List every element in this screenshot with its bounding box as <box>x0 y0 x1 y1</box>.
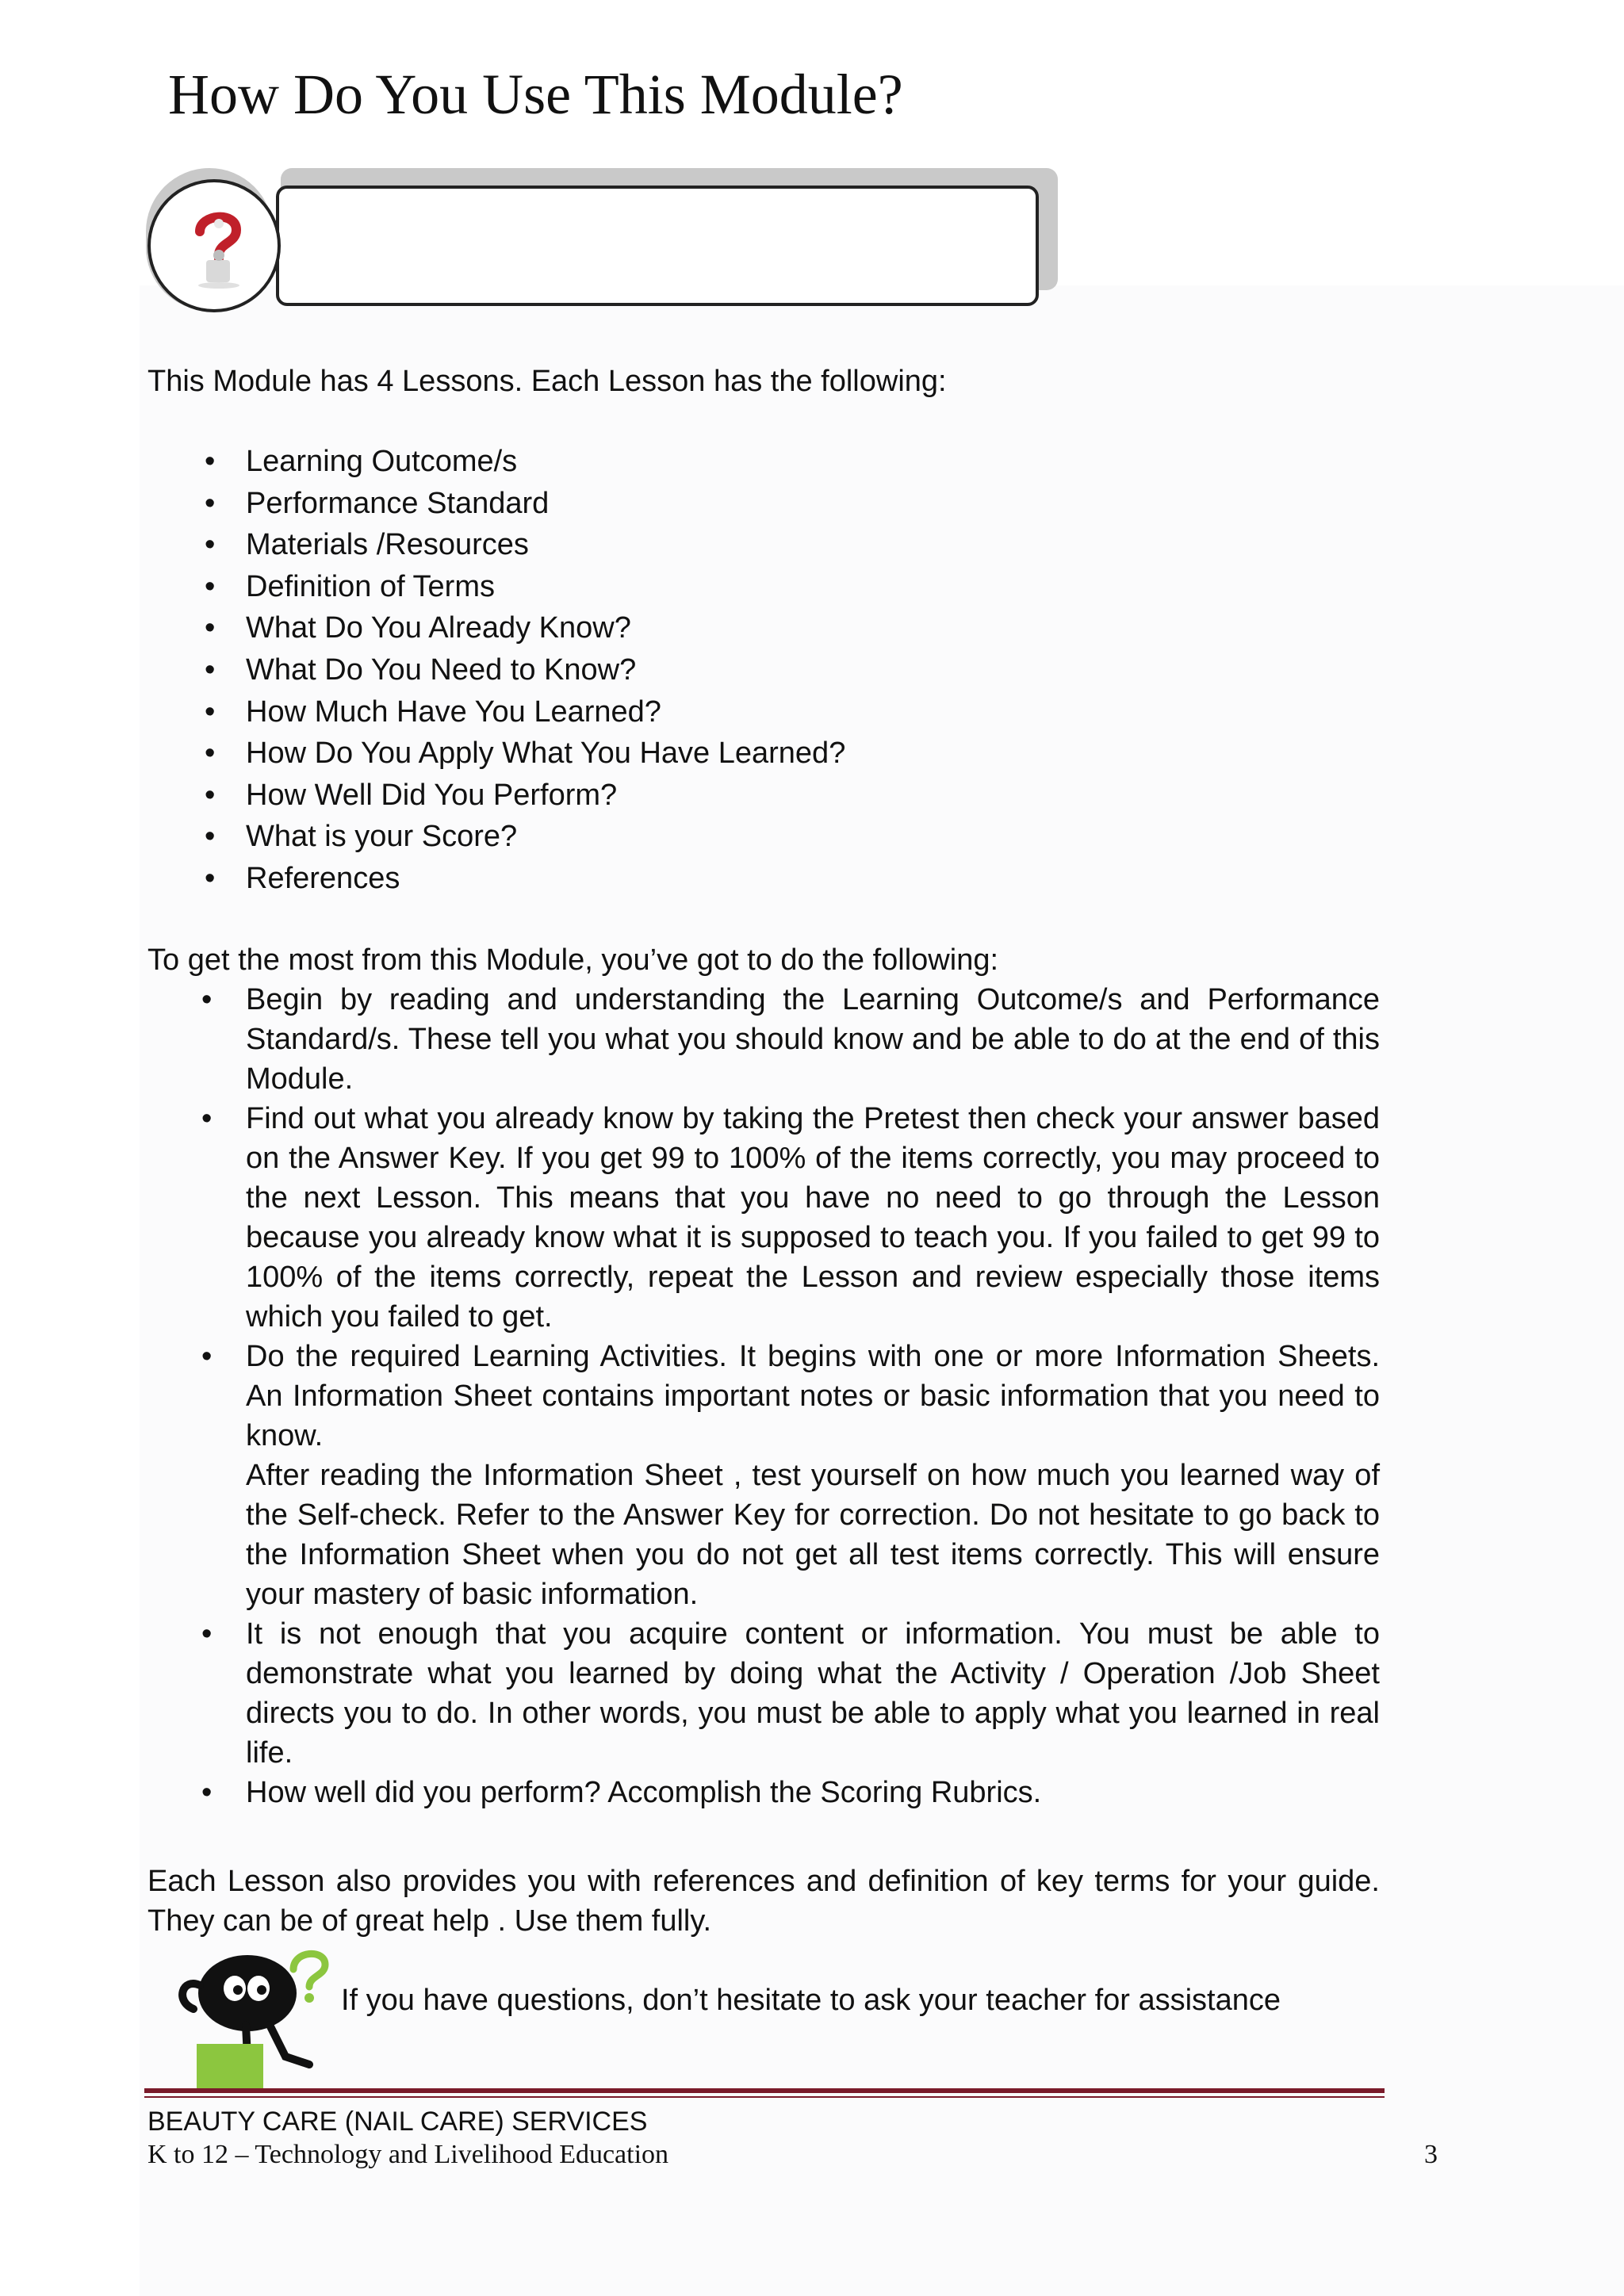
bullet-icon: • <box>205 695 216 729</box>
bullet-icon: • <box>205 569 216 603</box>
list-item-text: What Do You Need to Know? <box>246 652 637 687</box>
list-item <box>197 1337 1380 1614</box>
bullet-icon: • <box>201 1776 213 1809</box>
list-item-text: Performance Standard <box>246 486 550 520</box>
list-item <box>200 524 845 566</box>
list-item-text: What is your Score? <box>246 820 518 854</box>
list-item <box>200 607 845 649</box>
bullet-icon: • <box>201 1102 213 1135</box>
list-item <box>200 775 845 817</box>
list-item <box>200 483 845 525</box>
list-item <box>200 441 845 483</box>
list-item-text: Begin by reading and understanding the Learning Outcome/s and Performance Standard/s. These tell you what you should know and be able to do at the end of this Module. <box>246 983 1380 1096</box>
footer-course-title: BEAUTY CARE (NAIL CARE) SERVICES <box>147 2107 648 2137</box>
list-item <box>200 691 845 733</box>
title-box <box>276 186 1039 306</box>
list-item <box>200 566 845 608</box>
bullet-icon: • <box>201 983 213 1016</box>
bullet-icon: • <box>205 820 216 854</box>
list-item-text: Find out what you already know by taking the Pretest then check your answer based on the Answer Key. If you get 99 to 100% of the items correctly, you may proceed to the next Lesson. This means that you have no need to go through the Lesson because you already know what it is supposed to teach you. If you failed to get 99 to 100% of the items correctly, repeat the Lesson and review especially those items which you failed to get. <box>246 1102 1380 1334</box>
list-item-text: Do the required Learning Activities. It begins with one or more Information Sheets. An Information Sheet contains important notes or basic information that you need to know. <box>246 1340 1380 1452</box>
page-title: How Do You Use This Module? <box>168 63 903 126</box>
list-item-text: How Do You Apply What You Have Learned? <box>246 737 846 771</box>
list-item-text: References <box>246 861 400 895</box>
page-number: 3 <box>1424 2140 1438 2169</box>
list-item-text: How Well Did You Perform? <box>246 778 618 812</box>
list-item <box>200 649 845 691</box>
list-item-text: It is not enough that you acquire content or information. You must be able to demonstrate what you learned by doing what the Activity / Operation /Job Sheet directs you to do. In other words, you must be able to apply what you learned in real life. <box>246 1617 1380 1770</box>
list-item-text-continued: After reading the Information Sheet , test yourself on how much you learned way of the Self-check. Refer to the Answer Key for correction. Do not hesitate to go back to the Information Sheet when you do not get all test items correctly. This will ensure your mastery of basic information. <box>246 1459 1380 1611</box>
list-item-text: What Do You Already Know? <box>246 611 631 645</box>
title-icon-circle <box>147 179 281 312</box>
title-banner <box>146 155 1058 323</box>
bullet-icon: • <box>205 861 216 895</box>
footer-subtitle: K to 12 – Technology and Livelihood Education <box>147 2140 669 2169</box>
list-item-text: Learning Outcome/s <box>246 445 518 478</box>
bullet-icon: • <box>205 737 216 771</box>
list-item-text: How Much Have You Learned? <box>246 695 661 729</box>
bullet-icon: • <box>205 528 216 562</box>
bullet-icon: • <box>205 611 216 645</box>
bullet-icon: • <box>205 778 216 812</box>
list-item-text: Definition of Terms <box>246 569 495 603</box>
bullet-icon: • <box>201 1340 213 1373</box>
list-item <box>200 858 845 900</box>
list-item <box>197 980 1380 1099</box>
footer-rule-thin <box>144 2096 1385 2098</box>
steps-lead-text: To get the most from this Module, you’ve got to do the following: <box>147 943 999 977</box>
bullet-icon: • <box>205 486 216 520</box>
bullet-icon: • <box>205 652 216 687</box>
thinking-mascot-icon <box>159 1938 333 2088</box>
closing-text: Each Lesson also provides you with references and definition of key terms for your guide. They can be of great help . Use them fully. <box>147 1865 1380 1938</box>
lesson-parts-list <box>200 441 845 900</box>
list-item-text: Materials /Resources <box>246 528 529 562</box>
list-item <box>200 733 845 775</box>
intro-text: This Module has 4 Lessons. Each Lesson has the following: <box>147 365 947 398</box>
list-item-text: How well did you perform? Accomplish the Scoring Rubrics. <box>246 1776 1042 1809</box>
bullet-icon: • <box>201 1617 213 1651</box>
list-item <box>197 1614 1380 1773</box>
bullet-icon: • <box>205 445 216 478</box>
question-figure-icon <box>182 208 254 290</box>
helper-note: If you have questions, don’t hesitate to ask your teacher for assistance <box>341 1984 1281 2017</box>
list-item <box>197 1099 1380 1337</box>
list-item <box>197 1773 1380 1812</box>
list-item <box>200 816 845 858</box>
footer-rule <box>144 2088 1385 2093</box>
steps-list <box>197 980 1380 1812</box>
